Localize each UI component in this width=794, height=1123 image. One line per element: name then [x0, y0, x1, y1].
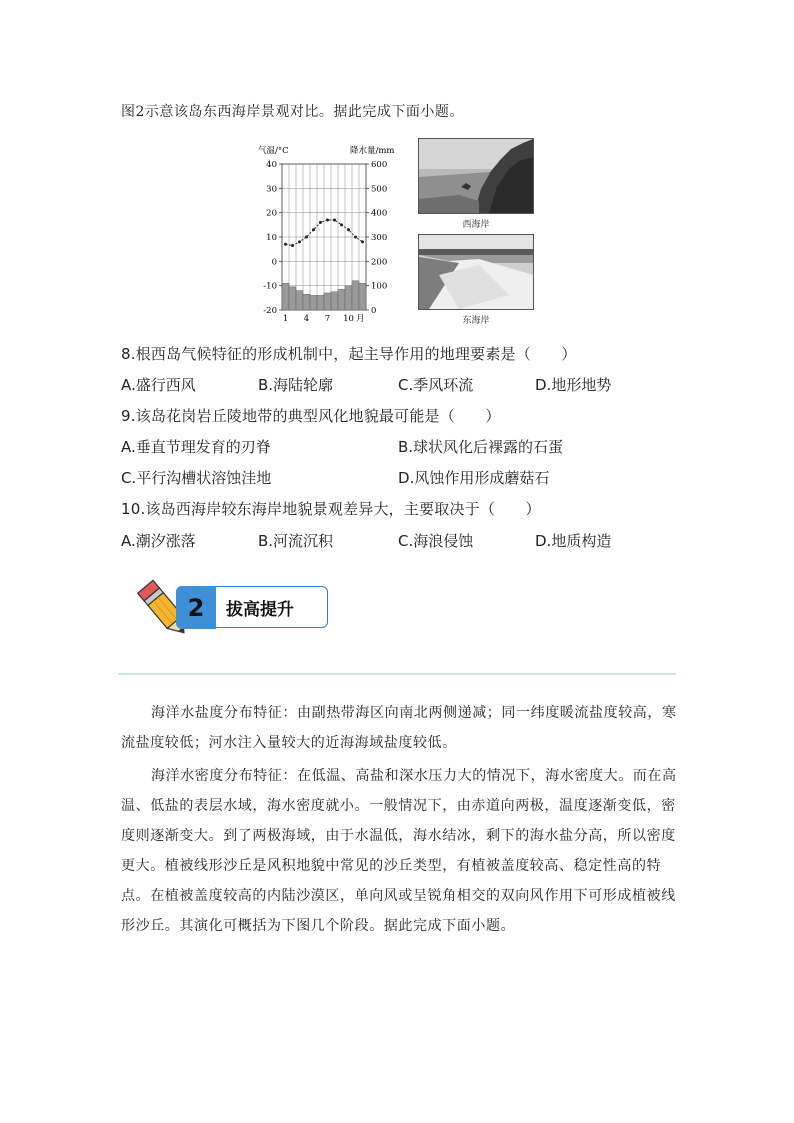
precip-bar	[303, 294, 310, 310]
west-coast-image	[418, 138, 534, 214]
right-tick-label: 300	[371, 233, 388, 243]
photo-west-coast	[418, 138, 534, 230]
left-tick-label: 40	[266, 160, 277, 170]
precip-bar	[338, 289, 345, 310]
option-10a[interactable]: A.潮汐涨落	[121, 532, 196, 550]
section-header	[134, 576, 334, 642]
precip-bar	[282, 283, 289, 310]
right-tick-labels	[371, 160, 387, 316]
precip-bar	[345, 286, 352, 310]
x-tick-labels	[283, 314, 365, 324]
left-axis-label: 气温/°C	[258, 146, 289, 156]
left-tick-label: -10	[263, 281, 277, 292]
precip-bar	[331, 292, 338, 310]
paragraph-density: 海洋水密度分布特征：在低温、高盐和深水压力大的情况下，海水密度大。而在高温、低盐的表层水域，海水密度就小。一般情况下，由赤道向两极，温度逐渐变低，密度则逐渐变大。到了两极海域，由于水温低，海水结冰，剩下的海水盐分高，所以密度更大。植被线形沙丘是风积地貌中常见的沙丘类型，有植被盖度较高、稳定性高的特点。在植被盖度较高的内陆沙漠区，单向风或呈锐角相交的双向风作用下可形成植被线形沙丘。其演化可概括为下图几个阶段。据此完成下面小题。	[121, 768, 677, 934]
section-title: 拔高提升	[226, 600, 294, 620]
temperature-point	[340, 223, 343, 226]
precip-bar	[296, 291, 303, 310]
question-9: 9.该岛花岗岩丘陵地带的典型风化地貌最可能是（ ）	[121, 407, 501, 425]
option-8c[interactable]: C.季风环流	[398, 376, 474, 394]
left-tick-label: 10	[266, 233, 277, 243]
east-coast-caption: 东海岸	[462, 316, 490, 326]
temperature-point	[298, 240, 301, 243]
temperature-point	[319, 221, 322, 224]
option-8a[interactable]: A.盛行西风	[121, 376, 196, 394]
option-8b[interactable]: B.海陆轮廓	[258, 376, 334, 394]
temperature-point	[284, 243, 287, 246]
question-8: 8.根西岛气候特征的形成机制中，起主导作用的地理要素是（ ）	[121, 345, 577, 363]
question-10: 10.该岛西海岸较东海岸地貌景观差异大，主要取决于（ ）	[121, 500, 541, 518]
option-10c[interactable]: C.海浪侵蚀	[398, 532, 474, 550]
right-tick-label: 100	[371, 281, 388, 292]
temperature-point	[354, 236, 357, 239]
right-tick-label: 400	[371, 208, 388, 219]
photo-east-coast	[418, 234, 534, 326]
temperature-point	[326, 218, 329, 221]
precip-bar	[352, 281, 359, 310]
option-10b[interactable]: B.河流沉积	[258, 532, 334, 550]
west-coast-caption: 西海岸	[462, 220, 490, 230]
section-number: 2	[176, 586, 216, 629]
left-tick-label: 30	[266, 184, 277, 195]
option-10d[interactable]: D.地质构造	[535, 532, 612, 550]
option-9d[interactable]: D.风蚀作用形成蘑菇石	[398, 469, 550, 487]
temperature-point	[361, 240, 364, 243]
right-tick-label: 200	[371, 257, 388, 268]
x-tick-label: 1	[282, 314, 289, 324]
precip-bar	[289, 287, 296, 310]
temperature-point	[347, 228, 350, 231]
left-tick-label: 20	[266, 208, 277, 219]
temperature-point	[312, 228, 315, 231]
option-9b[interactable]: B.球状风化后裸露的石蛋	[398, 438, 564, 456]
x-unit-label: 月	[356, 314, 365, 324]
divider	[118, 673, 676, 675]
temperature-point	[305, 236, 308, 239]
left-tick-labels	[263, 160, 277, 316]
option-9c[interactable]: C.平行沟槽状溶蚀洼地	[121, 469, 272, 487]
x-tick-label: 10	[343, 314, 354, 324]
precip-bar	[359, 283, 366, 310]
east-coast-image	[418, 234, 534, 310]
temperature-point	[333, 218, 336, 221]
paragraph-salinity: 海洋水盐度分布特征：由副热带海区向南北两侧递减；同一纬度暖流盐度较高，寒流盐度较低；河水注入量较大的近海海域盐度较低。	[121, 705, 677, 751]
x-tick-label: 7	[324, 314, 331, 324]
option-9a[interactable]: A.垂直节理发育的刃脊	[121, 438, 271, 456]
precip-bar	[317, 295, 324, 310]
intro-text: 图2示意该岛东西海岸景观对比。据此完成下面小题。	[121, 104, 464, 120]
left-tick-label: 0	[271, 257, 277, 268]
right-tick-label: 0	[371, 306, 377, 316]
right-tick-label: 500	[371, 184, 388, 195]
option-8d[interactable]: D.地形地势	[535, 376, 612, 394]
temperature-point	[291, 244, 294, 247]
right-axis-label: 降水量/mm	[350, 146, 395, 156]
precip-bar	[310, 295, 317, 310]
precip-bar	[324, 293, 331, 310]
right-tick-label: 600	[371, 160, 388, 170]
left-tick-label: -20	[263, 306, 277, 316]
x-tick-label: 4	[303, 314, 310, 324]
